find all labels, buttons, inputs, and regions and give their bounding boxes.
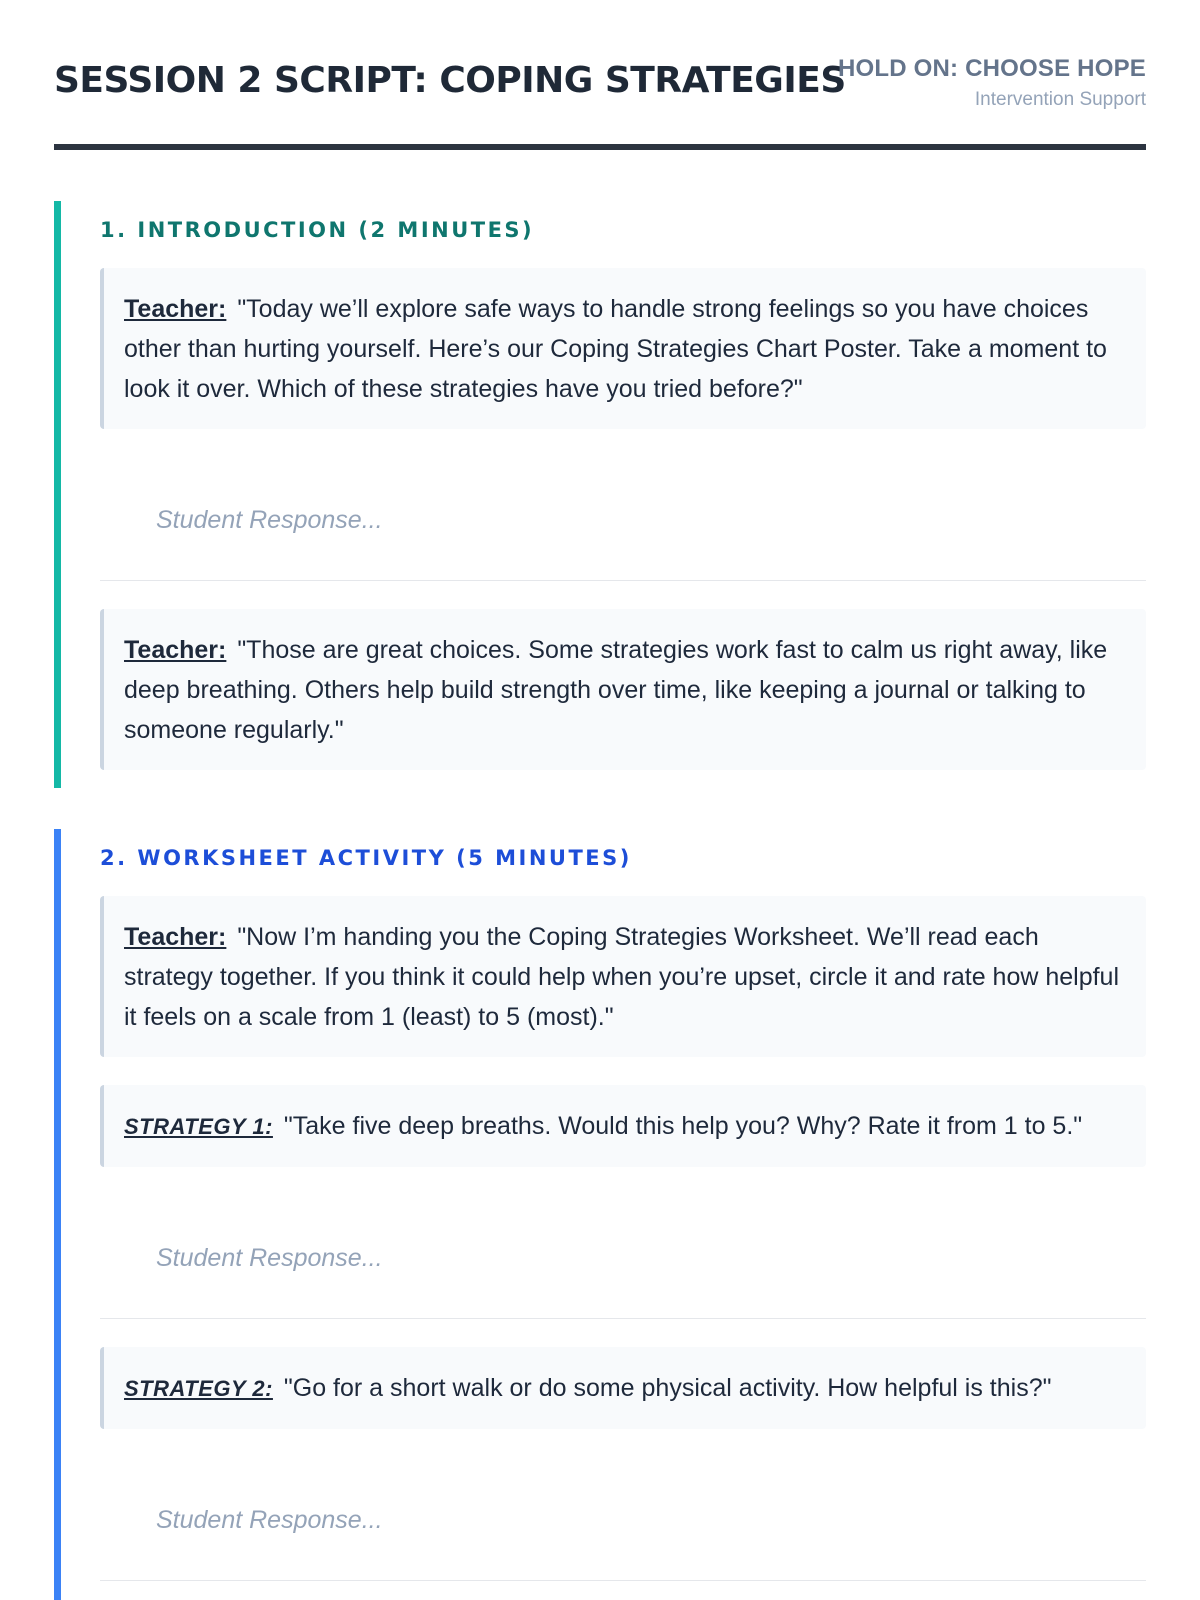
brand-block	[838, 55, 1146, 111]
teacher-script-block	[100, 268, 1146, 429]
script-text: "Take five deep breaths. Would this help you? Why? Rate it from 1 to 5."	[283, 1112, 1083, 1140]
script-text: "Now I’m handing you the Coping Strategies Worksheet. We’ll read each strategy together. If you think it could help when you’re upset, circle it and rate how helpful it feels on a scale from 1 (least) to 5 (most)."	[124, 923, 1120, 1031]
section-introduction	[54, 201, 1146, 788]
student-response-field[interactable]: Student Response...	[100, 1197, 1146, 1319]
brand-name: HOLD ON: CHOOSE HOPE	[837, 55, 1146, 82]
teacher-script-block	[100, 609, 1146, 770]
student-response-field[interactable]: Student Response...	[100, 1459, 1146, 1581]
teacher-script-block	[100, 896, 1146, 1057]
strategy-label: STRATEGY 2:	[124, 1376, 273, 1401]
brand-subtitle: Intervention Support	[974, 89, 1146, 110]
speaker-label: Teacher:	[124, 923, 227, 951]
student-response-field[interactable]: Student Response...	[100, 459, 1146, 581]
strategy-label: STRATEGY 1:	[124, 1114, 273, 1139]
page-title: SESSION 2 SCRIPT: COPING STRATEGIES	[54, 60, 846, 101]
strategy-block	[100, 1347, 1146, 1429]
document-header	[54, 0, 1146, 150]
speaker-label: Teacher:	[124, 295, 227, 323]
section-heading: 1. INTRODUCTION (2 MINUTES)	[100, 218, 535, 242]
section-heading: 2. WORKSHEET ACTIVITY (5 MINUTES)	[100, 846, 632, 870]
script-text: "Today we’ll explore safe ways to handle strong feelings so you have choices other than hurting yourself. Here’s our Coping Strategies Chart Poster. Take a moment to look it over. Which of these strategies have you tried before?"	[124, 295, 1107, 403]
section-worksheet-activity	[54, 829, 1146, 1600]
script-text: "Go for a short walk or do some physical activity. How helpful is this?"	[283, 1374, 1052, 1402]
strategy-block	[100, 1085, 1146, 1167]
script-text: "Those are great choices. Some strategies work fast to calm us right away, like deep breathing. Others help build strength over time, like keeping a journal or talking to someone regularly."	[124, 636, 1108, 744]
speaker-label: Teacher:	[124, 636, 227, 664]
